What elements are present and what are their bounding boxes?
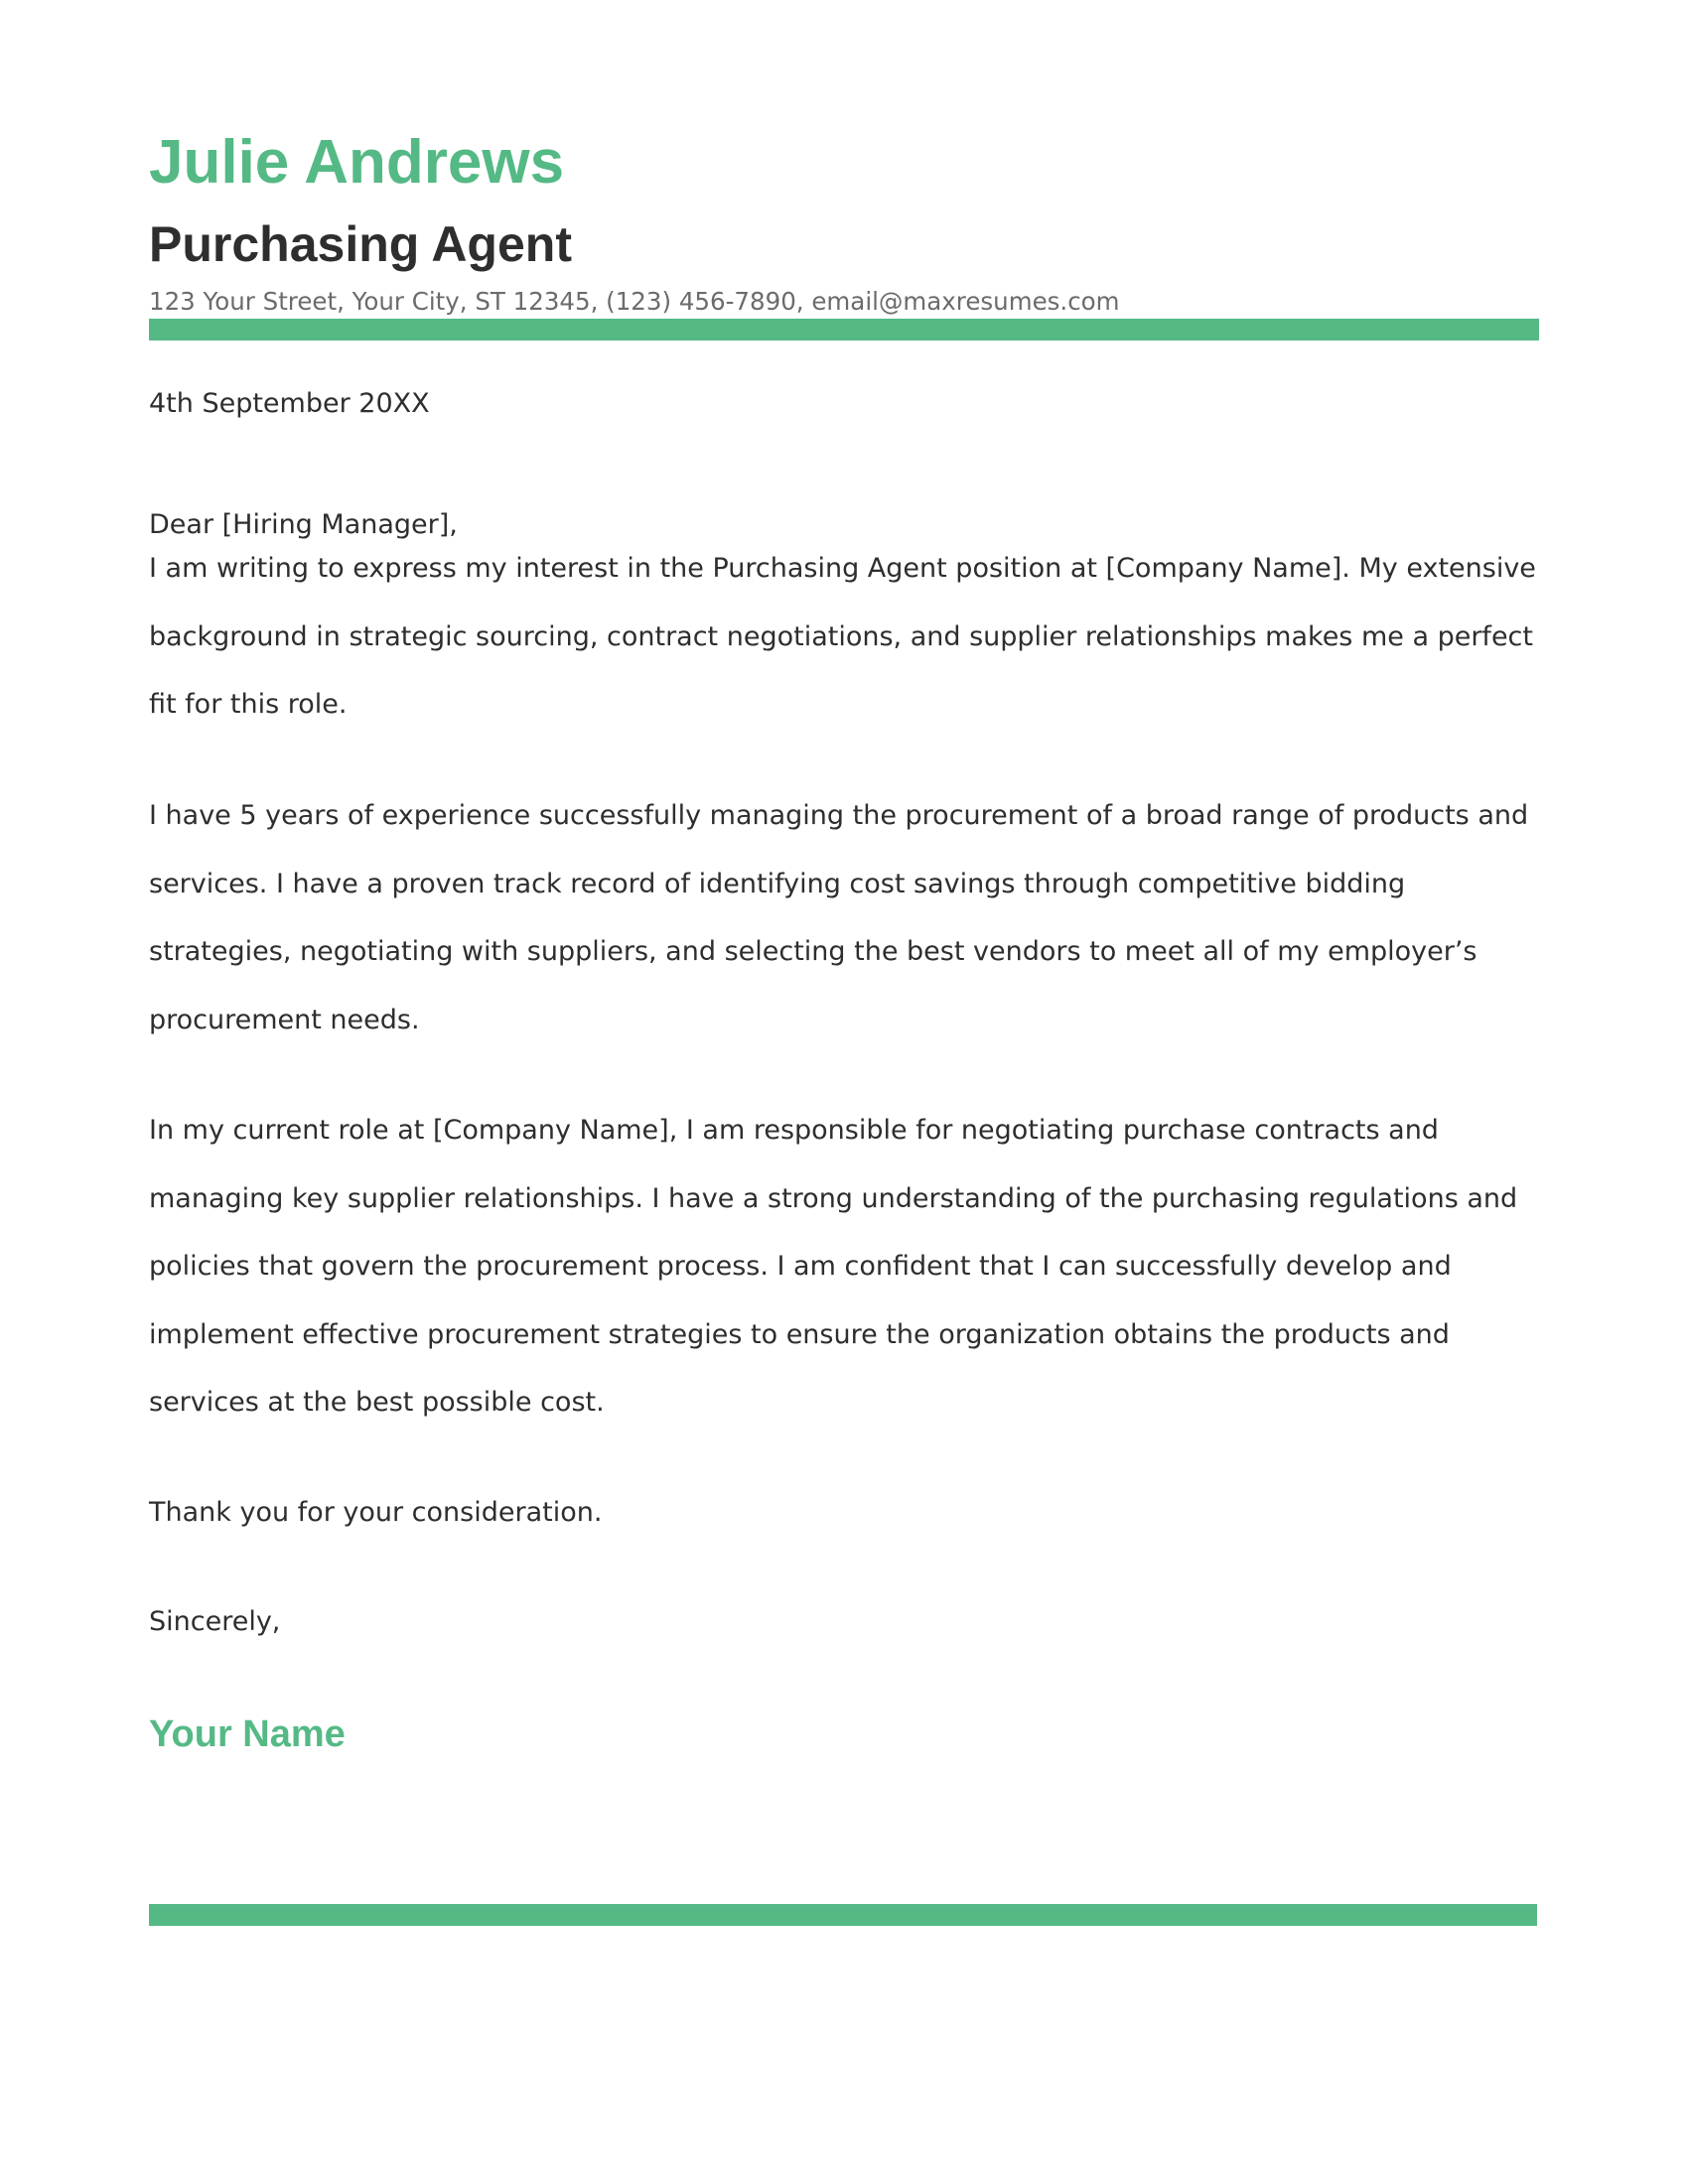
letter-greeting: Dear [Hiring Manager], — [149, 509, 458, 540]
contact-info: 123 Your Street, Your City, ST 12345, (123) 456-7890, email@maxresumes.com — [149, 287, 1120, 316]
letter-closing: Sincerely, — [149, 1606, 281, 1637]
header-divider — [149, 319, 1539, 341]
footer-divider — [149, 1904, 1537, 1926]
letter-paragraph: In my current role at [Company Name], I am responsible for negotiating purchase contracts and managing key supplier relationships. I have a strong understanding of the purchasing regulations and policies that govern the procurement process. I am confident that I can successfully develop and implement effective procurement strategies to ensure the organization obtains the products and services at the best possible cost. — [149, 1115, 1518, 1418]
letter-paragraph: I have 5 years of experience successfully managing the procurement of a broad range of products and services. I have a proven track record of identifying cost savings through competitive bidding strategies, negotiating with suppliers, and selecting the best vendors to meet all of my employer’s procurement needs. — [149, 800, 1529, 1035]
signature-name: Your Name — [149, 1713, 346, 1755]
letter-date: 4th September 20XX — [149, 388, 430, 419]
cover-letter-page — [149, 0, 1539, 2184]
letter-thanks: Thank you for your consideration. — [149, 1497, 603, 1528]
job-title: Purchasing Agent — [149, 216, 572, 272]
letter-paragraph: I am writing to express my interest in the Purchasing Agent position at [Company Name]. My extensive background in strategic sourcing, contract negotiations, and supplier relationships makes me a perfect fit for this role. — [149, 553, 1536, 720]
applicant-name: Julie Andrews — [149, 128, 565, 197]
